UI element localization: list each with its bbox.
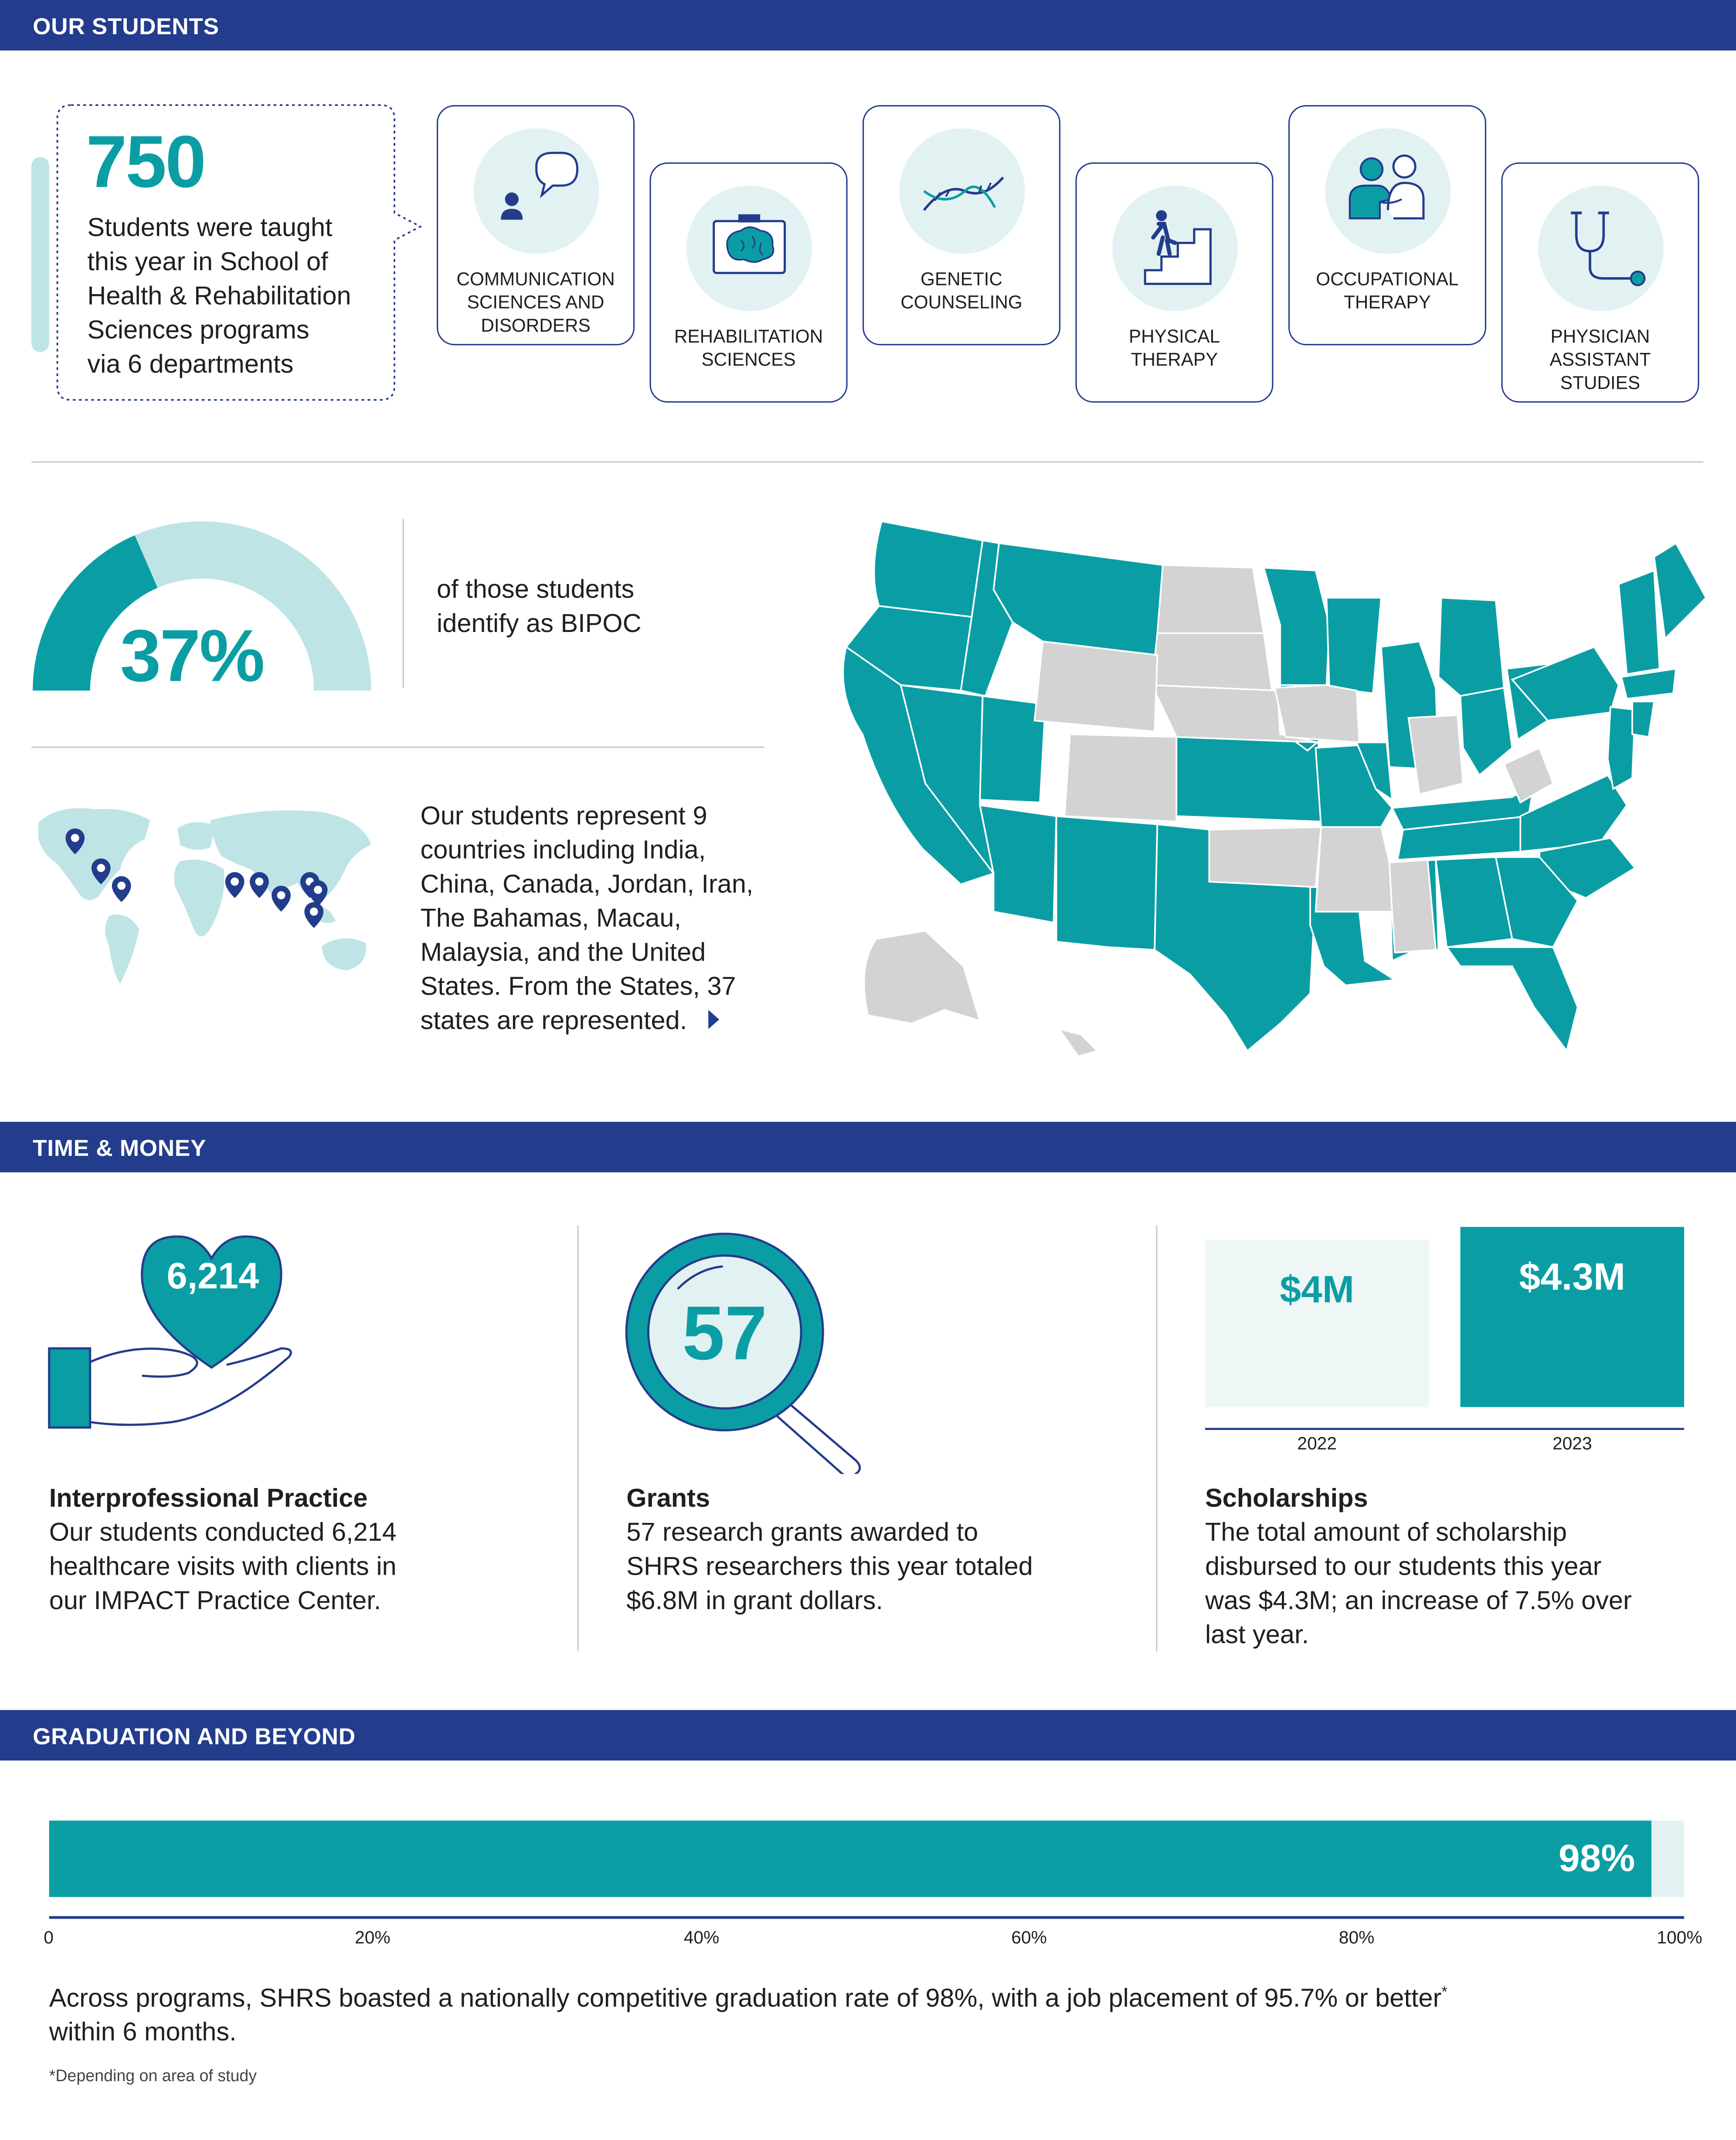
section-header-graduation bbox=[0, 1710, 1736, 1761]
brain-scan-icon bbox=[686, 186, 812, 311]
scholarship-year-label: 2022 bbox=[1297, 1433, 1337, 1454]
graduation-bar bbox=[49, 1821, 1651, 1897]
scholarship-bar bbox=[1460, 1227, 1684, 1407]
tick-label: 40% bbox=[683, 1927, 720, 1948]
hand-heart-illustration bbox=[46, 1217, 297, 1436]
grants-block: Grants 57 research grants awarded to SHRS researchers this year totaled $6.8M in grant dollars. bbox=[626, 1482, 1033, 1619]
students-count: 750 bbox=[86, 121, 205, 204]
accent-bar bbox=[31, 157, 49, 352]
tick-label: 80% bbox=[1339, 1927, 1375, 1948]
section-title: TIME & MONEY bbox=[33, 1135, 207, 1162]
department-card-physical-therapy: PHYSICAL THERAPY bbox=[1075, 163, 1273, 403]
footnote-mark: * bbox=[1441, 1984, 1447, 2001]
section-title: OUR STUDENTS bbox=[33, 14, 219, 40]
bipoc-percent: 37% bbox=[120, 615, 264, 698]
caregiver-patient-icon bbox=[1325, 128, 1451, 254]
divider bbox=[578, 1226, 579, 1651]
ipp-block: Interprofessional Practice Our students conducted 6,214 healthcare visits with clients in our IMPACT Practice Center. bbox=[49, 1482, 397, 1619]
ipp-number: 6,214 bbox=[166, 1255, 259, 1297]
speech-bubble-person-icon bbox=[474, 128, 599, 254]
dna-helix-icon bbox=[900, 128, 1025, 254]
scholarship-value-label: $4.3M bbox=[1519, 1255, 1626, 1298]
scholarship-chart bbox=[1201, 1222, 1687, 1467]
footnote: *Depending on area of study bbox=[49, 2066, 257, 2086]
world-map bbox=[30, 798, 385, 989]
scholarship-value-label: $4M bbox=[1280, 1267, 1354, 1311]
us-states-map bbox=[830, 516, 1710, 1065]
arrow-right-icon bbox=[705, 1009, 722, 1030]
divider bbox=[1156, 1226, 1157, 1651]
scholarship-year-label: 2023 bbox=[1552, 1433, 1592, 1454]
grants-title: Grants bbox=[626, 1484, 710, 1514]
department-card-genetic: GENETIC COUNSELING bbox=[863, 105, 1060, 345]
graduation-description: Across programs, SHRS boasted a nationally competitive graduation rate of 98%, with a job placement of 95.7% or better* within 6 months. bbox=[49, 1984, 1447, 2048]
stethoscope-icon bbox=[1538, 186, 1664, 311]
tick-label: 20% bbox=[355, 1927, 391, 1948]
divider bbox=[31, 747, 764, 748]
bipoc-description: of those students identify as BIPOC bbox=[437, 576, 642, 639]
divider bbox=[31, 461, 1703, 462]
department-card-rehabilitation: REHABILITATION SCIENCES bbox=[649, 163, 847, 403]
tick-label: 0 bbox=[44, 1927, 54, 1948]
section-header-students bbox=[0, 0, 1736, 51]
divider bbox=[403, 519, 404, 688]
tick-label: 100% bbox=[1657, 1927, 1702, 1948]
graduation-axis bbox=[49, 1916, 1684, 1918]
scholarship-bar bbox=[1205, 1240, 1429, 1407]
students-description: Students were taught this year in School of Health & Rehabilitation Sciences programs via 6 departments bbox=[87, 214, 351, 380]
department-card-communication: COMMUNICATION SCIENCES AND DISORDERS bbox=[437, 105, 635, 345]
scholarships-title: Scholarships bbox=[1205, 1484, 1368, 1514]
countries-description: Our students represent 9 countries including India, China, Canada, Jordan, Iran, The Bahamas, Macau, Malaysia, and the United States. From the States, 37 states are represented. bbox=[420, 802, 754, 1036]
department-card-occupational: OCCUPATIONAL THERAPY bbox=[1288, 105, 1486, 345]
scholarships-block: Scholarships The total amount of scholarship disbursed to our students this year was $4.3M; an increase of 7.5% over last year. bbox=[1205, 1482, 1632, 1653]
cuff-icon bbox=[49, 1349, 90, 1428]
ipp-title: Interprofessional Practice bbox=[49, 1484, 368, 1514]
graduation-value-label: 98% bbox=[1558, 1837, 1635, 1879]
grants-number: 57 bbox=[682, 1290, 768, 1376]
tick-label: 60% bbox=[1011, 1927, 1047, 1948]
person-climbing-stairs-icon bbox=[1112, 186, 1238, 311]
section-title: GRADUATION AND BEYOND bbox=[33, 1723, 356, 1750]
department-card-physician-assistant: PHYSICIAN ASSISTANT STUDIES bbox=[1501, 163, 1699, 403]
section-header-time-money bbox=[0, 1122, 1736, 1172]
